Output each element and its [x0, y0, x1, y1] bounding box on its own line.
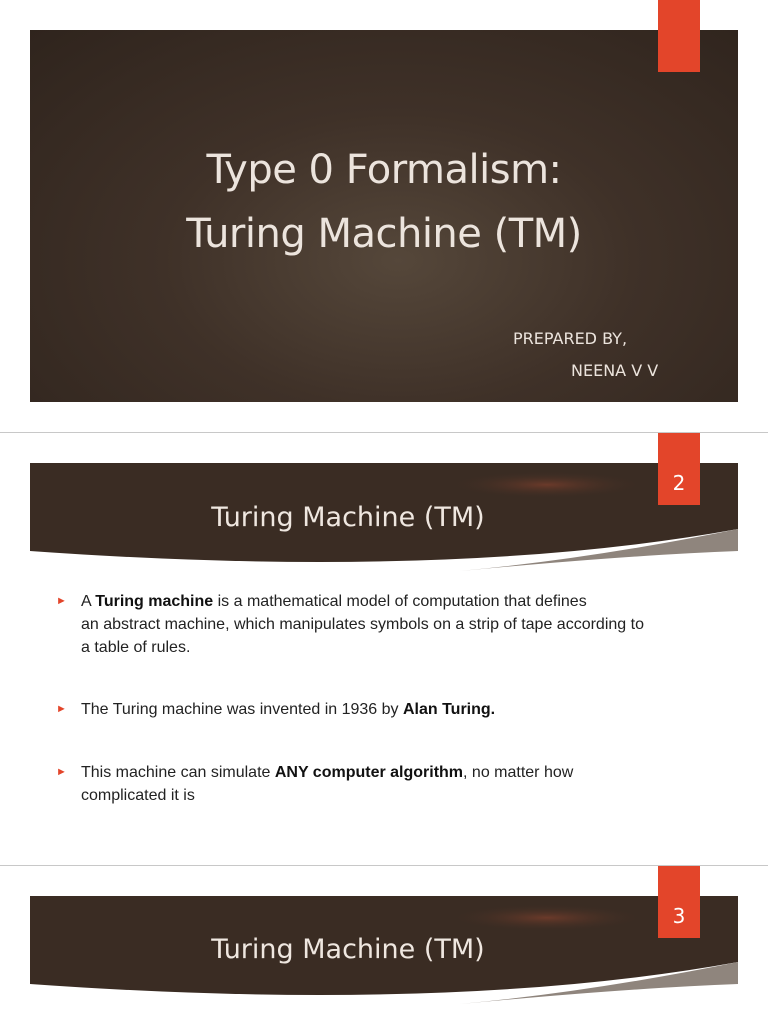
bullet-text: This machine can simulate: [81, 764, 275, 781]
accent-tab: [658, 0, 700, 72]
slide-heading: Turing Machine (TM): [211, 502, 485, 533]
bullet-bold-text: ANY computer algorithm: [274, 764, 464, 781]
bullet-text: an abstract machine, which manipulates symbols on a strip of tape according to: [81, 616, 644, 633]
prepared-by-label: PREPARED BY,: [513, 329, 628, 348]
bullet-text: The Turing machine was invented in 1936 by: [81, 701, 403, 718]
triangle-right-icon: ►: [56, 766, 67, 778]
slide-number-tab: [658, 433, 700, 505]
bullet-item: [56, 590, 706, 659]
bullet-item: [56, 761, 706, 807]
bullet-bold-text: Turing machine: [95, 593, 214, 610]
slide-title-line2: Turing Machine (TM): [186, 211, 582, 257]
bullet-text: a table of rules.: [81, 639, 191, 656]
bullet-list: [56, 590, 706, 807]
triangle-right-icon: ►: [56, 703, 67, 715]
slide-title-line1: Type 0 Formalism:: [206, 147, 562, 193]
slide-number: 2: [672, 471, 686, 495]
slide-2[interactable]: [0, 433, 768, 865]
title-slide[interactable]: [0, 0, 768, 432]
author-name: NEENA V V: [571, 361, 659, 380]
bullet-bold-text: Alan Turing.: [402, 701, 496, 718]
slide-heading: Turing Machine (TM): [211, 934, 485, 965]
slide-3[interactable]: [0, 866, 768, 1024]
bullet-item: [56, 698, 706, 721]
bullet-text: is a mathematical model of computation that defines: [213, 593, 587, 610]
triangle-right-icon: ►: [56, 595, 67, 607]
bullet-text: complicated it is: [81, 787, 195, 804]
slide-number: 3: [672, 904, 686, 928]
bullet-text: A: [81, 593, 96, 610]
slide-number-tab: [658, 866, 700, 938]
slide-title: [30, 138, 738, 266]
bullet-text: , no matter how: [463, 764, 574, 781]
